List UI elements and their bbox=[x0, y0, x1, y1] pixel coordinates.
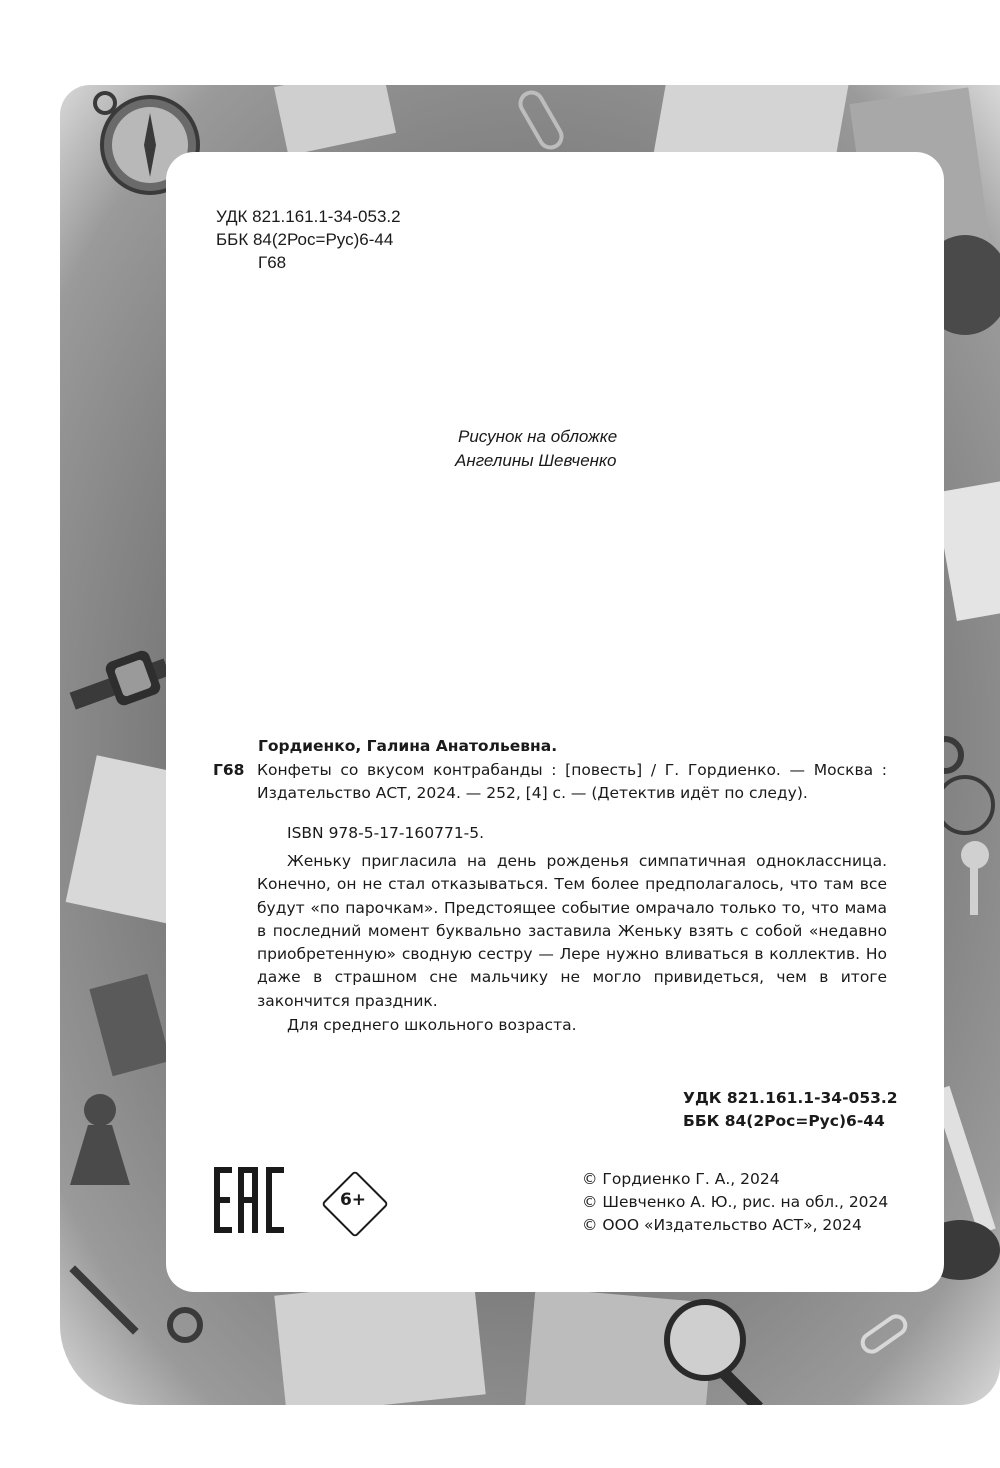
age-rating-label: 6+ bbox=[339, 1190, 367, 1210]
catalog-annotation: Женьку пригласила на день рожденья симпатичная одноклассница. Конечно, он не стал отказываться. Тем более предполагалось, что там все будут «по парочкам». Предстоящее событие омрачало только то, что мама в последний момент буквально заставила Женьку взять с собой «недавно приобретенную» сводную сестру — Лере нужно вливаться в коллектив. Но даже в страшном сне мальчику не могло привидеться, чем в итоге закончится праздник. bbox=[257, 852, 887, 1010]
bbk-code: ББК 84(2Рос=Рус)6-44 bbox=[216, 230, 394, 249]
catalog-author-heading: Гордиенко, Галина Анатольевна. bbox=[258, 737, 558, 755]
illustration-credit-line1: Рисунок на обложке bbox=[458, 427, 618, 446]
envelope-icon bbox=[274, 85, 396, 156]
author-mark: Г68 bbox=[258, 253, 287, 272]
note-icon bbox=[934, 479, 1000, 621]
chess-pawn-icon bbox=[70, 1094, 130, 1185]
copyright-line3: © ООО «Издательство АСТ», 2024 bbox=[582, 1216, 862, 1234]
copyright-line1: © Гордиенко Г. А., 2024 bbox=[582, 1170, 780, 1188]
eac-conformity-mark bbox=[214, 1167, 284, 1233]
age-rating-badge bbox=[321, 1170, 385, 1234]
catalog-description: Конфеты со вкусом контрабанды : [повесть] / Г. Гордиенко. — Москва : Издательство АСТ, 2024. — 252, [4] с. — (Детектив идёт по следу). bbox=[257, 761, 887, 803]
illustration-credit-line2: Ангелины Шевченко bbox=[455, 451, 617, 470]
book-icon bbox=[89, 974, 170, 1076]
bbk-code-bold: ББК 84(2Рос=Рус)6-44 bbox=[683, 1112, 885, 1130]
watch-icon bbox=[70, 649, 170, 710]
catalog-audience: Для среднего школьного возраста. bbox=[287, 1016, 577, 1034]
udk-code: УДК 821.161.1-34-053.2 bbox=[216, 207, 401, 226]
udk-code-bold: УДК 821.161.1-34-053.2 bbox=[683, 1089, 898, 1107]
catalog-author-mark: Г68 bbox=[213, 761, 245, 779]
catalog-isbn: ISBN 978-5-17-160771-5. bbox=[287, 824, 485, 842]
copyright-line2: © Шевченко А. Ю., рис. на обл., 2024 bbox=[582, 1193, 889, 1211]
paperclip-icon bbox=[516, 89, 565, 152]
